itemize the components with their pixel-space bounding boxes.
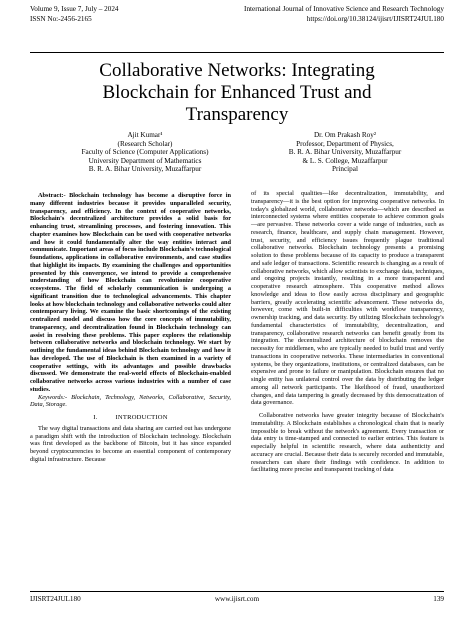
title-line-3: Transparency: [185, 104, 289, 125]
body-paragraph-1: of its special qualities—like decentralization, immutability, and transparency—it is the best option for improving cooperative networks. In today's globalized world, collaborative networks—which are described as interconnected systems where entities cooperate to achieve common goals—are pervasive. These networks cover a wide range of industries, such as research, finance, healthcare, and supply chain management. However, trust, security, and efficiency issues frequently plague traditional collaborative networks. Blockchain technology presents a promising solution to these problems because of its capacity to produce a transparent and safe ledger of transactions. Scientific research is changing as a result of collaborative networks, which allow scientists to exchange data, techniques, and ongoing projects instantly, resulting in a more transparent and cooperative research atmosphere. This cooperative method allows knowledge and ideas to flow easily across disciplinary and geographic barriers, greatly accelerating scientific advancement. These networks do, however, come with built-in difficulties with workflow transparency, ownership tracking, and data security. By utilizing Blockchain technology's fundamental characteristics of immutability, decentralization, and transparency, collaborative research networks can benefit greatly from its integration. The decentralized architecture of blockchain removes the necessity for middlemen, who are typically needed to build trust and verify transactions in cooperative networks. These intermediaries in conventional systems, be they organizations, institutions, or centralized databases, can be expensive and prone to failure or manipulation. Blockchain ensures that no single entity has unilateral control over the data by distributing the ledger among all network participants. The likelihood of fraud, unauthorized changes, and data tampering is greatly decreased by this democratization of data governance.: [251, 190, 444, 407]
doi-link[interactable]: https://doi.org/10.38124/ijisrt/IJISRT24JUL180: [306, 14, 444, 23]
author-name: Ajit Kumar¹: [127, 131, 163, 139]
footer-paper-id: IJISRT24JUL180: [30, 595, 81, 603]
author-dept: Faculty of Science (Computer Applications): [81, 148, 209, 156]
author-uni: University Department of Mathematics: [88, 156, 202, 165]
abstract-text: Abstract:- Blockchain technology has become a disruptive force in many different industries because it provides unparalleled security, transparency, and efficiency. In the context of cooperative networks, Blockchain's decentralized architecture provides a solid basis for enhancing trust, streamlining processes, and fostering innovation. This chapter examines how Blockchain can be used with cooperative networks and how it could fundamentally alter the way entities interact and communicate. Important areas of focus include Blockchain's technological foundations, applications in collaborative environments, and case studies that highlight its impacts. By examining the challenges and opportunities presented by this convergence, we intend to provide a comprehensive understanding of how Blockchain can revolutionize cooperative ecosystems. The field of scholarly communication is undergoing a significant transition due to technological advancements. This chapter looks at how blockchain technology and collaborative networks could alter contemporary living. We examine the basic shortcomings of the existing centralized model and discuss how the core concepts of immutability, transparency, and decentralization found in Blockchain technology can assist in resolving these problems. This paper explores the relationship between collaborative networks and blockchain technology. We start by outlining the fundamental ideas behind Blockchain technology and how it has developed. The use of Blockchain is then examined in a variety of cooperative settings, with its advantages and possible drawbacks discussed. We demonstrate the real-world effects of Blockchain-enabled collaborative networks across various industries with a number of case studies.: [30, 192, 231, 393]
author-block-left: [60, 131, 230, 174]
keywords-text: Keywords:- Blockchain, Technology, Networks, Collaborative, Security, Data, Storage.: [30, 393, 231, 409]
footer-rule: [30, 591, 444, 592]
author-inst: & L. S. College, Muzaffarpur: [302, 156, 388, 165]
header-left: [30, 5, 119, 24]
right-column: [251, 190, 444, 474]
footer-site-link[interactable]: www.ijisrt.com: [214, 595, 260, 603]
body-paragraph-2: Collaborative networks have greater integrity because of Blockchain's immutability. A Blockchain establishes a chronological chain that is nearly impossible to break without the network's agreement. Every transaction or data entry is time-stamped and connected to earlier entries. This feature is especially helpful in scientific research, where data authenticity and accuracy are crucial. Because their data is securely recorded and immutable, researchers can share their findings with confidence. In addition to facilitating more precise and transparent tracking of data: [251, 412, 444, 474]
author-dept: B. R. A. Bihar University, Muzaffarpur: [288, 148, 402, 156]
section-title: INTRODUCTION: [115, 414, 168, 421]
title-line-2: Blockchain for Enhanced Trust and: [102, 82, 372, 103]
issn-line: ISSN No:-2456-2165: [30, 14, 92, 23]
author-position: Principal: [332, 165, 358, 173]
header-right: [244, 5, 444, 24]
left-column: [30, 192, 231, 464]
title-line-1: Collaborative Networks: Integrating: [99, 60, 375, 81]
footer-page-number: 139: [433, 595, 444, 603]
section-number: I.: [93, 414, 98, 421]
section-heading: [30, 414, 231, 422]
volume-line: Volume 9, Issue 7, July – 2024: [30, 5, 119, 13]
author-block-right: [255, 131, 435, 174]
author-name: Dr. Om Prakash Roy²: [313, 131, 377, 139]
journal-name: International Journal of Innovative Science and Research Technology: [244, 5, 444, 13]
header-rule: [30, 52, 444, 53]
author-role: Professor, Department of Physics,: [296, 139, 394, 148]
intro-paragraph: The way digital transactions and data sharing are carried out has undergone a paradigm shift with the introduction of Blockchain technology. Blockchain was first developed as the backbone of Bitcoin, but it has since expanded beyond cryptocurrencies to become an essential component of contemporary digital infrastructure. Because: [30, 424, 231, 463]
author-inst: B. R. A. Bihar University, Muzaffarpur: [88, 165, 202, 173]
author-role: (Research Scholar): [117, 139, 173, 148]
paper-title: [40, 60, 434, 126]
